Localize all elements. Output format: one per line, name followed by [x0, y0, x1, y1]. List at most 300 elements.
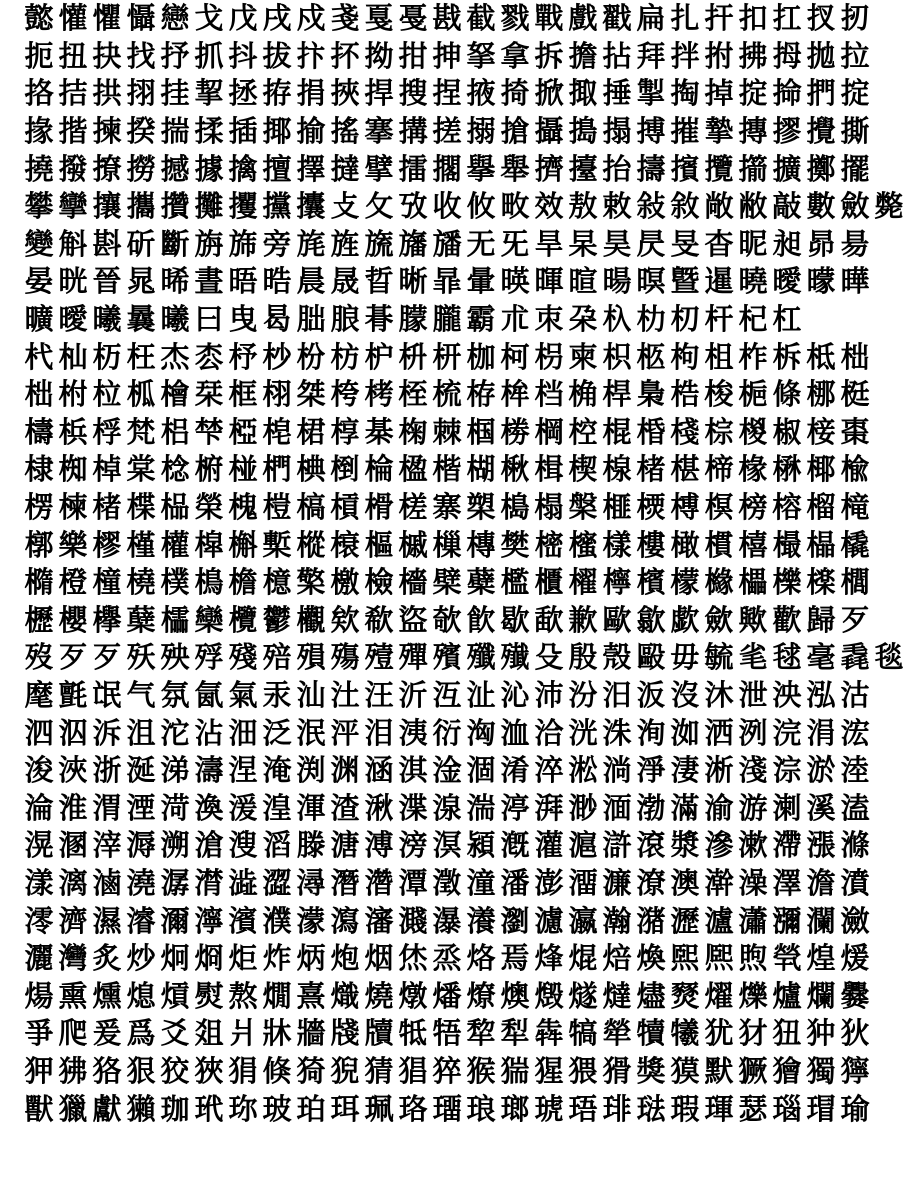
glyph: 狡 [160, 1053, 190, 1088]
glyph: 猴 [466, 1053, 496, 1088]
glyph: 涓 [806, 715, 836, 750]
glyph: 猩 [534, 1053, 564, 1088]
glyph: 槊 [466, 490, 496, 525]
glyph: 梵 [126, 414, 156, 449]
glyph: 犁 [500, 1016, 530, 1051]
glyph: 榾 [364, 490, 394, 525]
glyph: 澆 [126, 865, 156, 900]
glyph: 暃 [432, 264, 462, 299]
glyph: 溟 [432, 828, 462, 863]
glyph: 焉 [500, 941, 530, 976]
glyph: 殀 [126, 640, 156, 675]
glyph: 椰 [806, 452, 836, 487]
glyph: 爭 [24, 1016, 54, 1051]
glyph-row [22, 75, 878, 113]
glyph: 牴 [398, 1016, 428, 1051]
glyph: 挧 [126, 76, 156, 111]
glyph: 熾 [330, 978, 360, 1013]
glyph: 歛 [704, 602, 734, 637]
glyph: 瑕 [670, 1091, 700, 1126]
glyph: 抃 [296, 38, 326, 73]
glyph: 熈 [704, 941, 734, 976]
glyph: 歐 [602, 602, 632, 637]
glyph: 澹 [806, 865, 836, 900]
glyph: 炙 [92, 941, 122, 976]
glyph: 猊 [330, 1053, 360, 1088]
glyph: 淙 [772, 753, 802, 788]
glyph: 潺 [160, 865, 190, 900]
glyph-row [22, 865, 878, 903]
glyph: 煕 [670, 941, 700, 976]
glyph: 瑙 [772, 1091, 802, 1126]
glyph: 滔 [262, 828, 292, 863]
glyph: 澂 [432, 865, 462, 900]
glyph: 楪 [126, 490, 156, 525]
glyph: 椚 [262, 452, 292, 487]
glyph: 殼 [602, 640, 632, 675]
glyph: 湶 [432, 790, 462, 825]
glyph: 樔 [432, 527, 462, 562]
glyph: 沂 [398, 677, 428, 712]
glyph: 旃 [194, 226, 224, 261]
glyph: 榿 [262, 490, 292, 525]
glyph: 柢 [806, 339, 836, 374]
glyph: 獏 [670, 1053, 700, 1088]
glyph: 晟 [330, 264, 360, 299]
glyph: 珮 [364, 1091, 394, 1126]
glyph: 淕 [840, 753, 870, 788]
glyph: 掀 [534, 76, 564, 111]
glyph: 潁 [466, 828, 496, 863]
glyph: 熹 [296, 978, 326, 1013]
glyph: 毯 [874, 640, 904, 675]
glyph: 晏 [24, 264, 54, 299]
glyph: 找 [126, 38, 156, 73]
glyph: 楝 [58, 490, 88, 525]
glyph: 曰 [194, 302, 224, 337]
glyph: 攤 [194, 189, 224, 224]
glyph: 瀋 [364, 903, 394, 938]
glyph: 桍 [330, 377, 360, 412]
glyph: 晨 [296, 264, 326, 299]
glyph: 椄 [806, 414, 836, 449]
glyph: 爬 [58, 1016, 88, 1051]
glyph: 榜 [738, 490, 768, 525]
glyph: 朸 [636, 302, 666, 337]
glyph: 斛 [58, 226, 88, 261]
glyph: 杞 [738, 302, 768, 337]
glyph: 沚 [466, 677, 496, 712]
glyph: 泛 [262, 715, 292, 750]
glyph: 扞 [704, 1, 734, 36]
glyph: 濔 [160, 903, 190, 938]
glyph-row [22, 188, 904, 226]
glyph: 柬 [568, 339, 598, 374]
glyph: 珎 [228, 1091, 258, 1126]
glyph: 曦 [160, 302, 190, 337]
glyph: 杼 [228, 339, 258, 374]
glyph: 撕 [840, 114, 870, 149]
glyph: 欅 [92, 602, 122, 637]
glyph: 椢 [466, 414, 496, 449]
glyph: 殳 [534, 640, 564, 675]
glyph: 拆 [534, 38, 564, 73]
glyph: 戀 [160, 1, 190, 36]
glyph: 猜 [364, 1053, 394, 1088]
glyph: 寨 [432, 490, 462, 525]
glyph: 擲 [806, 151, 836, 186]
glyph: 槐 [228, 490, 258, 525]
glyph: 戡 [432, 1, 462, 36]
glyph-row [22, 489, 878, 527]
glyph: 杙 [24, 339, 54, 374]
glyph: 柎 [58, 377, 88, 412]
glyph: 槞 [840, 490, 870, 525]
glyph: 楡 [840, 452, 870, 487]
glyph: 曖 [58, 302, 88, 337]
glyph: 洙 [602, 715, 632, 750]
glyph: 拿 [500, 38, 530, 73]
glyph: 狷 [228, 1053, 258, 1088]
glyph: 檢 [364, 565, 394, 600]
glyph: 暄 [568, 264, 598, 299]
glyph: 挾 [330, 76, 360, 111]
glyph: 濆 [840, 865, 870, 900]
glyph: 曦 [92, 302, 122, 337]
glyph: 瀚 [602, 903, 632, 938]
glyph: 淹 [262, 753, 292, 788]
glyph: 燎 [466, 978, 496, 1013]
glyph: 掫 [568, 76, 598, 111]
glyph: 曄 [840, 264, 870, 299]
glyph: 煬 [24, 978, 54, 1013]
glyph: 歇 [500, 602, 530, 637]
glyph: 獨 [806, 1053, 836, 1088]
glyph: 拔 [262, 38, 292, 73]
glyph: 昶 [772, 226, 802, 261]
glyph: 桷 [568, 377, 598, 412]
glyph: 挈 [194, 76, 224, 111]
glyph: 燹 [670, 978, 700, 1013]
glyph: 歟 [738, 602, 768, 637]
glyph: 楹 [398, 452, 428, 487]
glyph: 涵 [364, 753, 394, 788]
glyph: 湫 [364, 790, 394, 825]
glyph: 攘 [92, 189, 122, 224]
glyph: 抓 [194, 38, 224, 73]
glyph: 殘 [228, 640, 258, 675]
glyph: 攴 [330, 189, 360, 224]
glyph: 獎 [636, 1053, 666, 1088]
glyph: 瀰 [772, 903, 802, 938]
glyph-row [22, 38, 878, 76]
glyph: 爰 [92, 1016, 122, 1051]
glyph: 犧 [670, 1016, 700, 1051]
glyph: 滷 [92, 865, 122, 900]
glyph: 殪 [364, 640, 394, 675]
glyph: 楸 [500, 452, 530, 487]
glyph: 煢 [772, 941, 802, 976]
glyph: 晄 [58, 264, 88, 299]
glyph: 毟 [738, 640, 768, 675]
glyph: 樂 [58, 527, 88, 562]
glyph: 栲 [364, 377, 394, 412]
glyph: 氓 [92, 677, 122, 712]
glyph: 漿 [670, 828, 700, 863]
glyph: 渤 [636, 790, 666, 825]
glyph: 擶 [738, 151, 768, 186]
glyph: 洵 [636, 715, 666, 750]
glyph: 澀 [262, 865, 292, 900]
glyph-row [22, 0, 878, 38]
glyph: 燔 [432, 978, 462, 1013]
glyph: 搓 [432, 114, 462, 149]
glyph: 舉 [500, 151, 530, 186]
glyph: 拵 [262, 76, 292, 111]
glyph: 樸 [160, 565, 190, 600]
glyph: 瀛 [568, 903, 598, 938]
glyph: 晢 [364, 264, 394, 299]
glyph: 泯 [296, 715, 326, 750]
glyph: 焜 [568, 941, 598, 976]
glyph: 杲 [568, 226, 598, 261]
glyph: 曁 [670, 264, 700, 299]
glyph: 滬 [568, 828, 598, 863]
glyph: 柝 [772, 339, 802, 374]
glyph: 淬 [534, 753, 564, 788]
glyph: 溂 [772, 790, 802, 825]
glyph-row [22, 1015, 878, 1053]
glyph-row [22, 602, 878, 640]
glyph: 橄 [670, 527, 700, 562]
glyph: 暎 [500, 264, 530, 299]
glyph: 懼 [92, 1, 122, 36]
glyph: 楾 [602, 452, 632, 487]
glyph: 犖 [602, 1016, 632, 1051]
glyph: 數 [806, 189, 836, 224]
glyph: 攸 [466, 189, 496, 224]
glyph: 狄 [840, 1016, 870, 1051]
glyph: 渫 [398, 790, 428, 825]
glyph: 毳 [840, 640, 870, 675]
glyph-row [22, 902, 878, 940]
glyph: 枌 [296, 339, 326, 374]
glyph: 懾 [126, 1, 156, 36]
glyph: 瀉 [330, 903, 360, 938]
glyph: 揣 [160, 114, 190, 149]
glyph: 狒 [58, 1053, 88, 1088]
glyph: 泅 [58, 715, 88, 750]
glyph: 爛 [806, 978, 836, 1013]
glyph: 檐 [228, 565, 258, 600]
glyph: 燿 [704, 978, 734, 1013]
glyph: 湲 [228, 790, 258, 825]
glyph: 扣 [738, 1, 768, 36]
glyph: 椏 [228, 414, 258, 449]
glyph: 烱 [194, 941, 224, 976]
glyph: 沾 [194, 715, 224, 750]
glyph: 漓 [58, 865, 88, 900]
glyph: 溘 [840, 790, 870, 825]
glyph: 杤 [92, 339, 122, 374]
glyph: 杆 [704, 302, 734, 337]
glyph: 戌 [262, 1, 292, 36]
glyph: 瑯 [500, 1091, 530, 1126]
glyph: 據 [194, 151, 224, 186]
glyph: 淞 [568, 753, 598, 788]
glyph: 槭 [398, 527, 428, 562]
glyph: 沛 [534, 677, 564, 712]
glyph: 濬 [126, 903, 156, 938]
glyph: 玻 [262, 1091, 292, 1126]
glyph: 條 [772, 377, 802, 412]
glyph: 汞 [262, 677, 292, 712]
glyph: 潭 [398, 865, 428, 900]
glyph: 懿 [24, 1, 54, 36]
glyph: 渾 [296, 790, 326, 825]
glyph: 朧 [432, 302, 462, 337]
glyph: 晁 [126, 264, 156, 299]
glyph: 戲 [568, 1, 598, 36]
glyph: 歙 [636, 602, 666, 637]
glyph: 拇 [772, 38, 802, 73]
glyph: 毫 [806, 640, 836, 675]
glyph: 揄 [296, 114, 326, 149]
glyph: 曖 [772, 264, 802, 299]
glyph: 櫚 [840, 565, 870, 600]
glyph: 瑜 [840, 1091, 870, 1126]
glyph: 犹 [704, 1016, 734, 1051]
glyph: 珞 [398, 1091, 428, 1126]
glyph: 櫺 [160, 602, 190, 637]
glyph-row [22, 263, 878, 301]
glyph: 棣 [24, 452, 54, 487]
glyph: 淆 [500, 753, 530, 788]
glyph: 狠 [126, 1053, 156, 1088]
glyph: 柤 [704, 339, 734, 374]
glyph: 椶 [738, 414, 768, 449]
glyph: 淺 [738, 753, 768, 788]
glyph: 珸 [568, 1091, 598, 1126]
glyph: 洸 [568, 715, 598, 750]
glyph: 擒 [228, 151, 258, 186]
glyph: 燒 [364, 978, 394, 1013]
glyph: 琲 [602, 1091, 632, 1126]
glyph: 旱 [534, 226, 564, 261]
glyph: 渝 [704, 790, 734, 825]
glyph: 澑 [568, 865, 598, 900]
glyph: 椽 [738, 452, 768, 487]
glyph: 攬 [704, 151, 734, 186]
glyph: 杣 [58, 339, 88, 374]
glyph: 梔 [738, 377, 768, 412]
glyph: 摶 [738, 114, 768, 149]
glyph: 檗 [432, 565, 462, 600]
glyph: 涅 [228, 753, 258, 788]
glyph: 淅 [704, 753, 734, 788]
glyph: 琺 [636, 1091, 666, 1126]
glyph: 昜 [840, 226, 870, 261]
glyph: 擅 [262, 151, 292, 186]
glyph: 旛 [398, 226, 428, 261]
glyph: 梍 [262, 414, 292, 449]
glyph: 敝 [738, 189, 768, 224]
glyph: 欷 [364, 602, 394, 637]
glyph: 汕 [296, 677, 326, 712]
glyph: 柮 [840, 339, 870, 374]
glyph: 烝 [432, 941, 462, 976]
glyph: 掉 [704, 76, 734, 111]
glyph: 盜 [398, 602, 428, 637]
glyph: 殕 [262, 640, 292, 675]
glyph: 挌 [24, 76, 54, 111]
glyph: 楙 [772, 452, 802, 487]
glyph: 猝 [432, 1053, 462, 1088]
glyph: 渕 [296, 753, 326, 788]
glyph: 柞 [738, 339, 768, 374]
glyph: 洳 [670, 715, 700, 750]
glyph: 擣 [636, 151, 666, 186]
glyph: 殱 [500, 640, 530, 675]
glyph: 戍 [296, 1, 326, 36]
glyph: 爼 [194, 1016, 224, 1051]
glyph: 椥 [58, 452, 88, 487]
glyph: 擂 [398, 151, 428, 186]
glyph: 攮 [296, 189, 326, 224]
glyph: 飮 [466, 602, 496, 637]
glyph: 暘 [602, 264, 632, 299]
glyph: 殫 [398, 640, 428, 675]
glyph: 槁 [296, 490, 326, 525]
glyph: 檮 [24, 414, 54, 449]
glyph: 棘 [432, 414, 462, 449]
glyph: 泝 [92, 715, 122, 750]
glyph: 炸 [262, 941, 292, 976]
glyph: 椨 [194, 452, 224, 487]
glyph: 楫 [534, 452, 564, 487]
glyph: 朷 [670, 302, 700, 337]
glyph: 瑟 [738, 1091, 768, 1126]
glyph: 焙 [602, 941, 632, 976]
glyph: 湟 [262, 790, 292, 825]
glyph: 衍 [432, 715, 462, 750]
glyph: 拉 [840, 38, 870, 73]
glyph: 沒 [670, 677, 700, 712]
glyph: 歃 [534, 602, 564, 637]
glyph: 槲 [228, 527, 258, 562]
glyph: 渟 [500, 790, 530, 825]
glyph: 浤 [840, 715, 870, 750]
glyph: 檻 [500, 565, 530, 600]
glyph: 檸 [602, 565, 632, 600]
glyph: 懽 [58, 1, 88, 36]
glyph: 斫 [126, 226, 156, 261]
glyph: 樅 [296, 527, 326, 562]
glyph: 獻 [92, 1091, 122, 1126]
glyph: 枅 [432, 339, 462, 374]
glyph: 揶 [262, 114, 292, 149]
glyph: 曚 [806, 264, 836, 299]
glyph: 栩 [262, 377, 292, 412]
glyph: 掣 [636, 76, 666, 111]
glyph: 濤 [194, 753, 224, 788]
glyph: 澎 [534, 865, 564, 900]
glyph: 鬱 [262, 602, 292, 637]
glyph: 淇 [398, 753, 428, 788]
glyph: 揉 [194, 114, 224, 149]
glyph: 滸 [602, 828, 632, 863]
glyph: 搦 [466, 114, 496, 149]
